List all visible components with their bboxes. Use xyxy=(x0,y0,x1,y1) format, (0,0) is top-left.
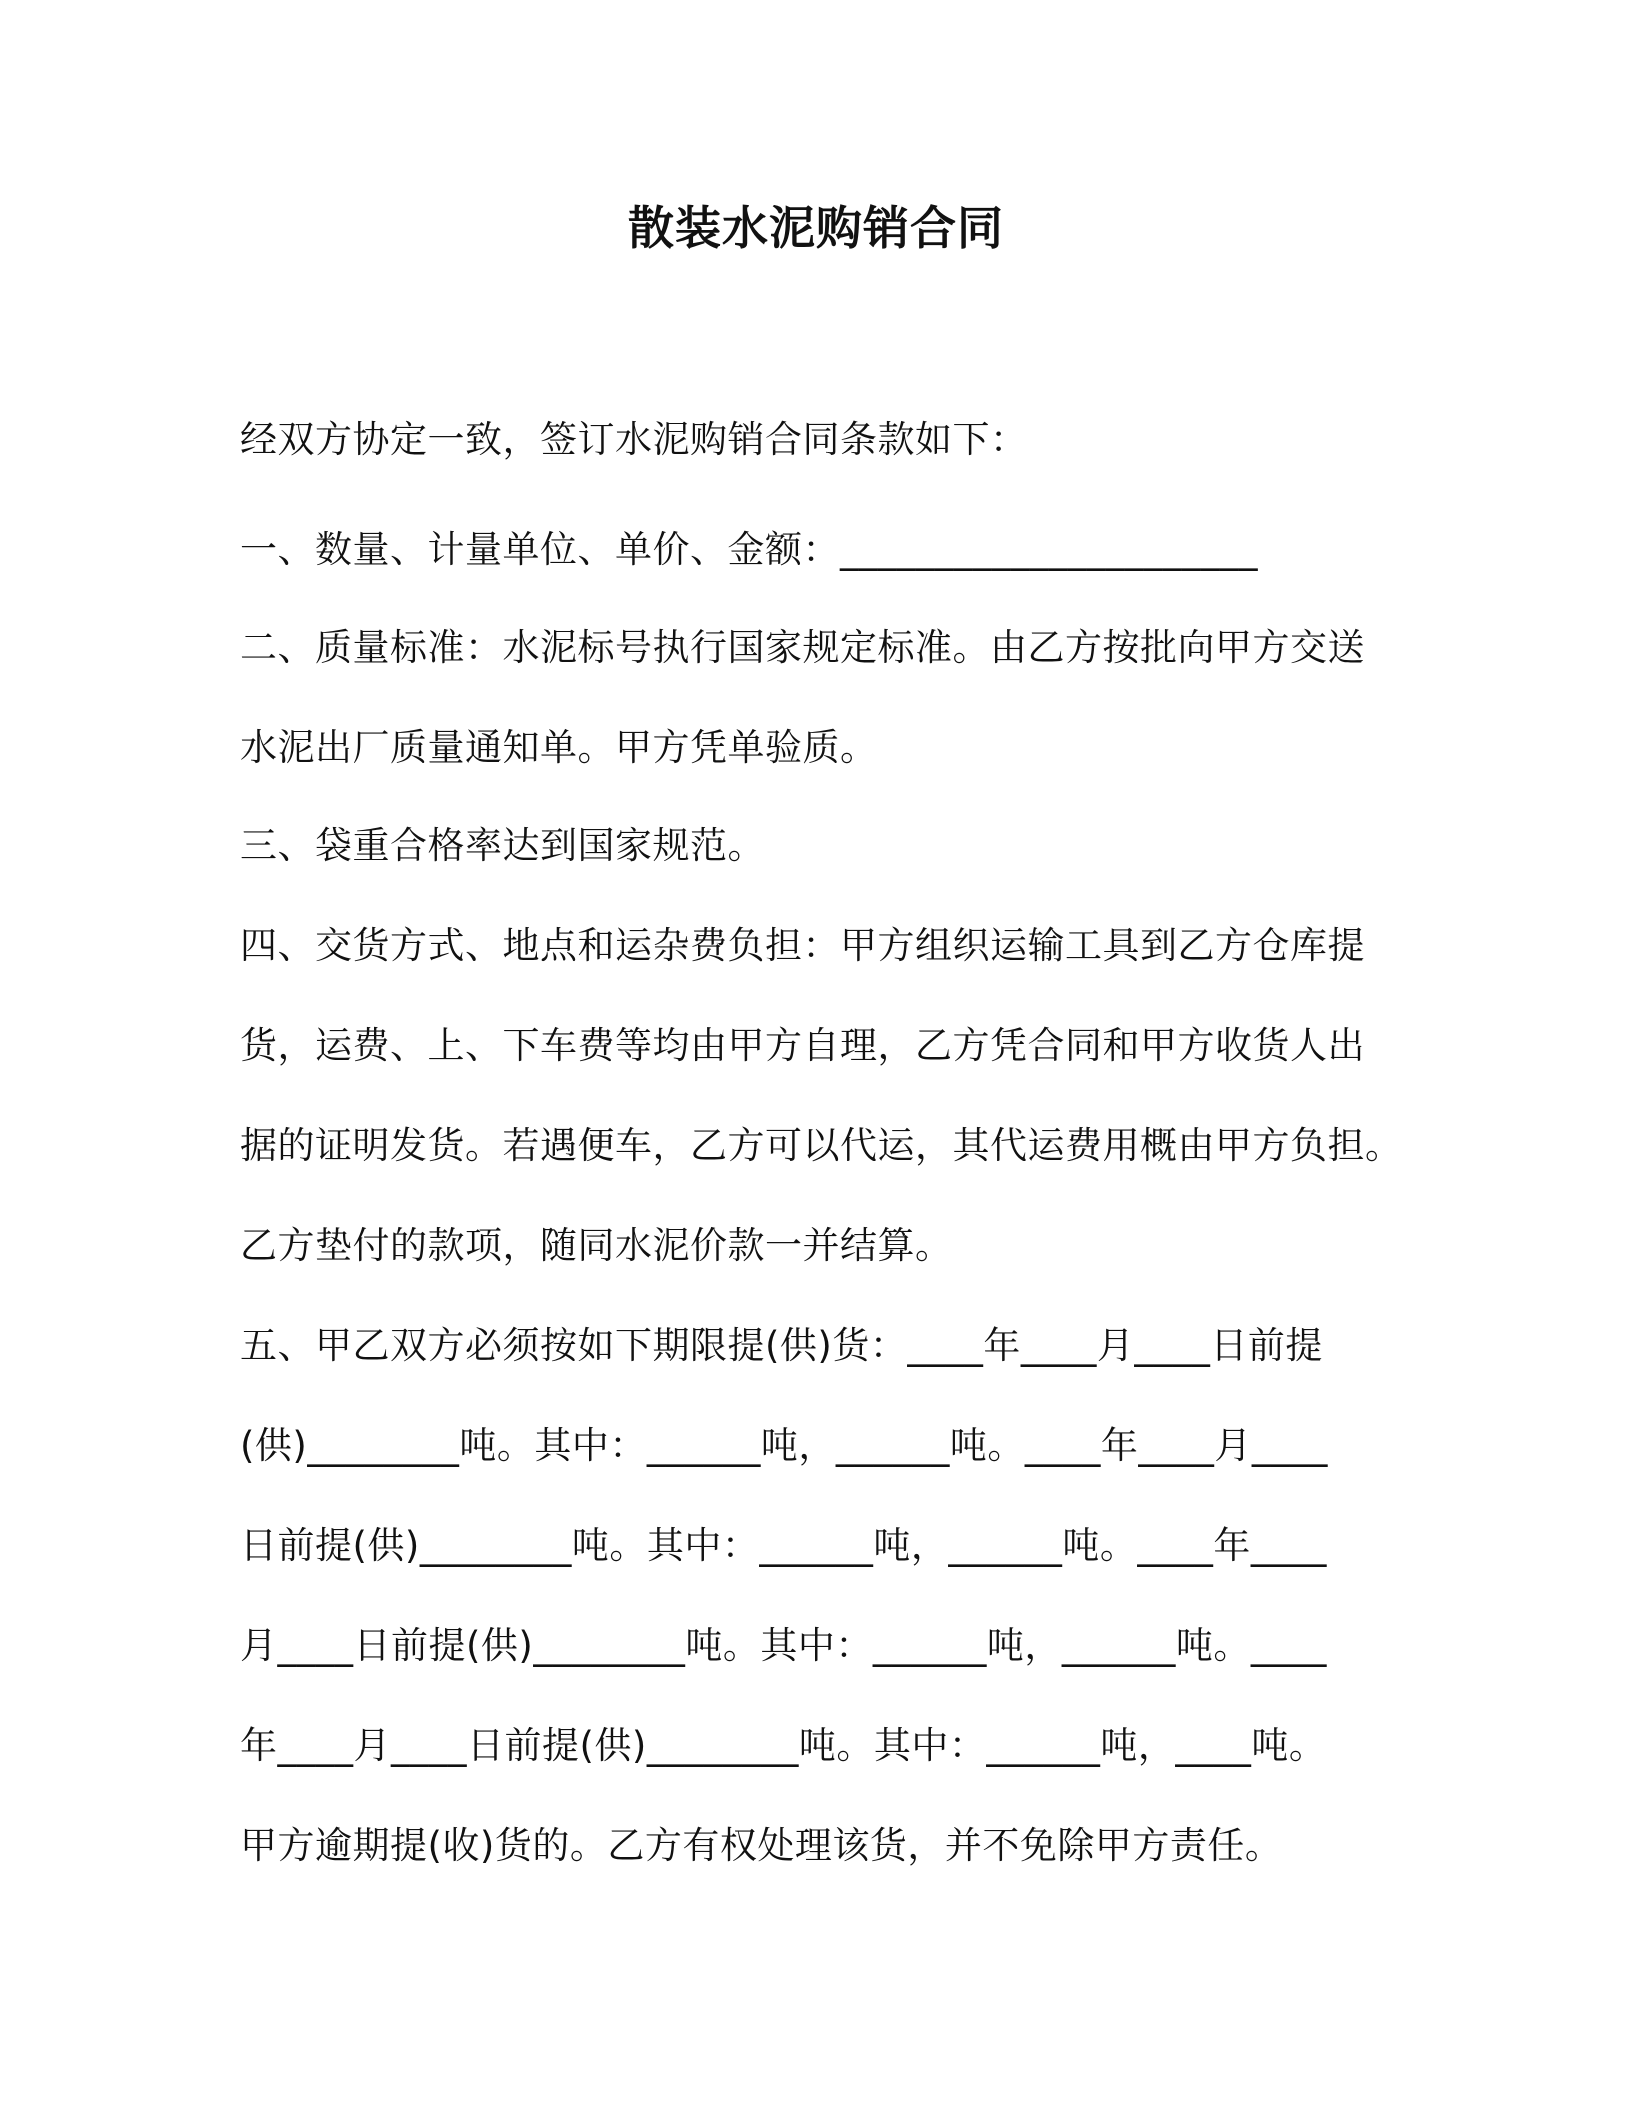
text-line: 据的证明发货。若遇便车，乙方可以代运，其代运费用概由甲方负担。 xyxy=(240,1124,1403,1167)
text-line: 日前提(供)________吨。其中：______吨，______吨。____年____ xyxy=(240,1524,1327,1567)
text-line: 三、袋重合格率达到国家规范。 xyxy=(240,824,765,867)
text-line: 年____月____日前提(供)________吨。其中：______吨，____吨。 xyxy=(240,1724,1327,1767)
text-line: 经双方协定一致，签订水泥购销合同条款如下： xyxy=(240,418,1028,461)
text-line: 货，运费、上、下车费等均由甲方自理，乙方凭合同和甲方收货人出 xyxy=(240,1024,1365,1067)
text-line: 四、交货方式、地点和运杂费负担：甲方组织运输工具到乙方仓库提 xyxy=(240,924,1365,967)
text-line: 乙方垫付的款项，随同水泥价款一并结算。 xyxy=(240,1224,953,1267)
text-line: 五、甲乙双方必须按如下期限提(供)货：____年____月____日前提 xyxy=(240,1324,1323,1367)
text-line: 水泥出厂质量通知单。甲方凭单验质。 xyxy=(240,726,878,769)
text-line: 二、质量标准：水泥标号执行国家规定标准。由乙方按批向甲方交送 xyxy=(240,626,1365,669)
text-line: (供)________吨。其中：______吨，______吨。____年____月____ xyxy=(240,1424,1328,1467)
text-line: 月____日前提(供)________吨。其中：______吨，______吨。____ xyxy=(240,1624,1327,1667)
text-line: 甲方逾期提(收)货的。乙方有权处理该货，并不免除甲方责任。 xyxy=(240,1824,1283,1867)
text-line: 一、数量、计量单位、单价、金额：______________________ xyxy=(240,528,1258,571)
document-title: 散装水泥购销合同 xyxy=(628,201,1004,255)
